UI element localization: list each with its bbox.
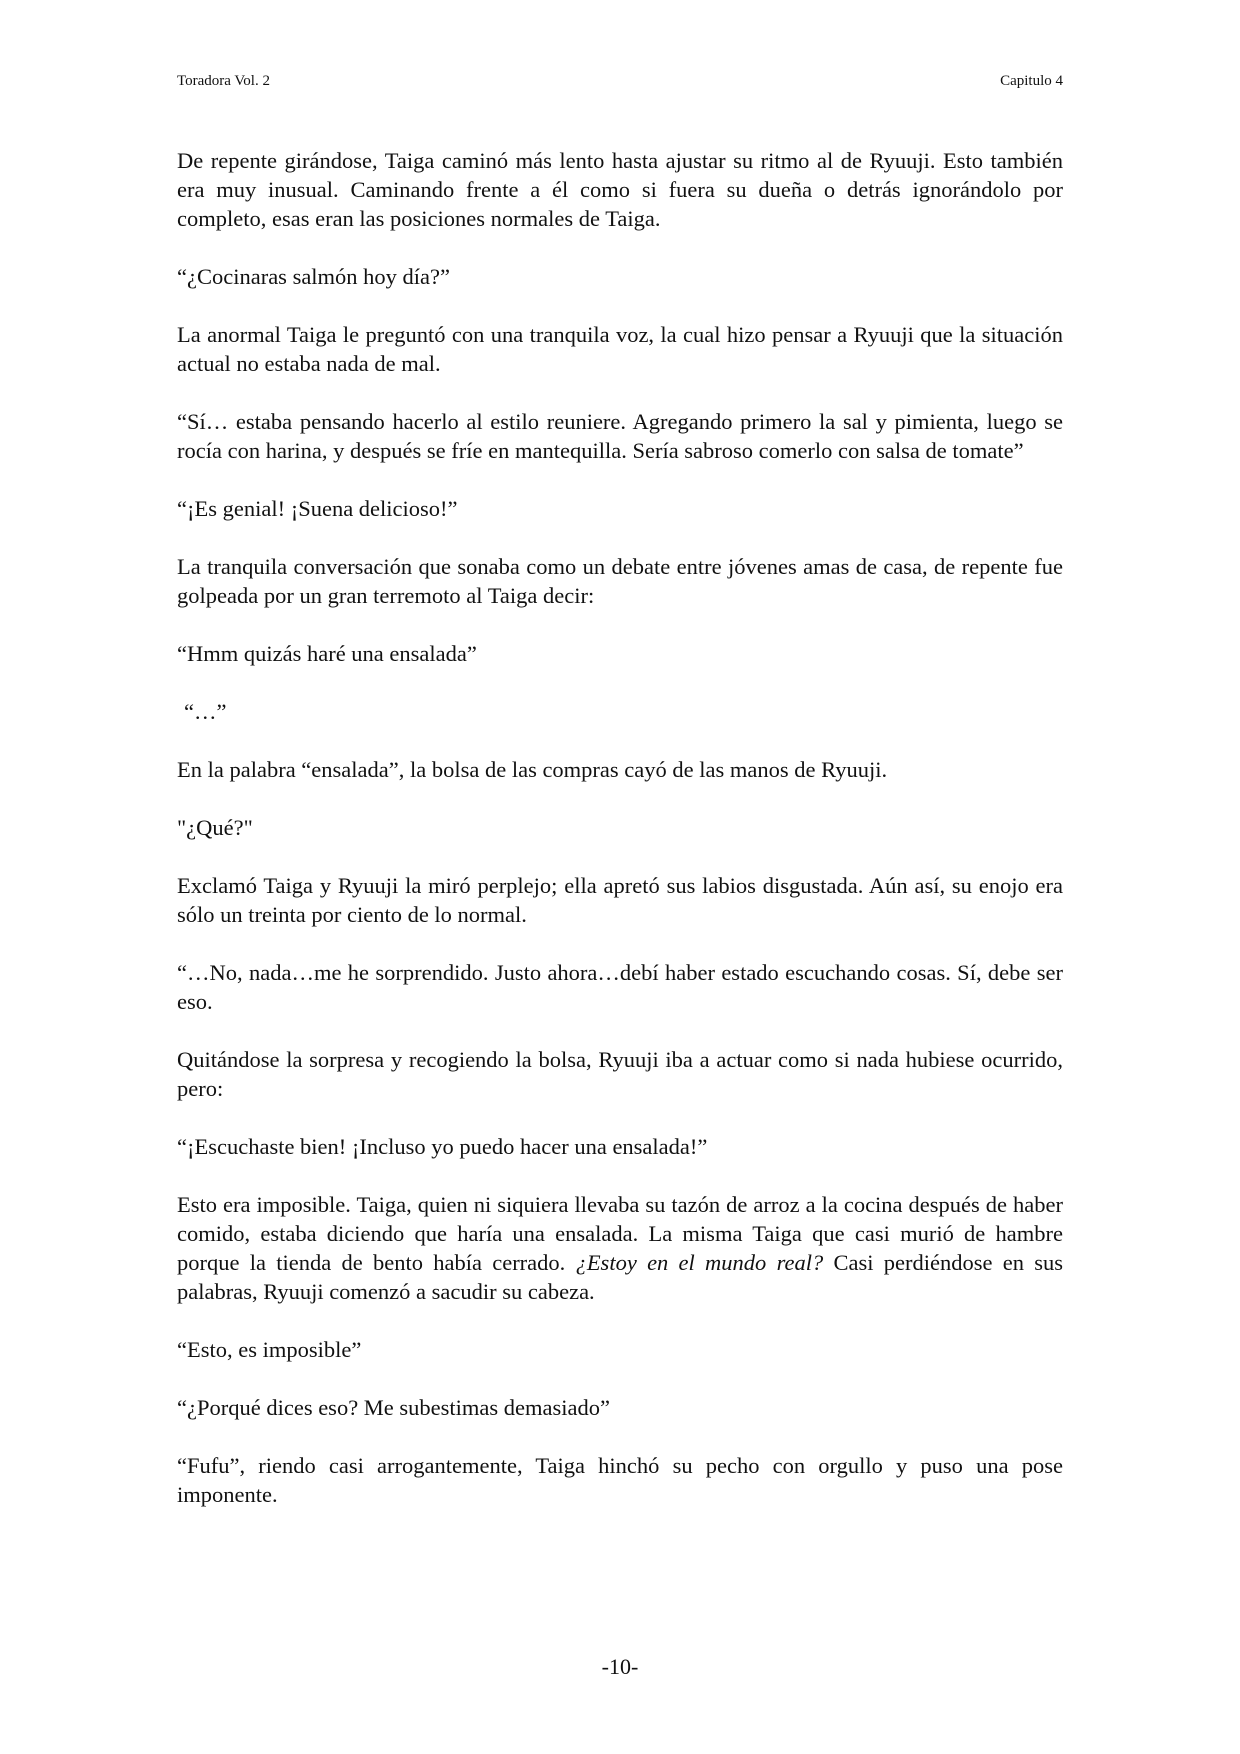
- paragraph: “Fufu”, riendo casi arrogantemente, Taiga hinchó su pecho con orgullo y puso una pose imponente.: [177, 1453, 1063, 1507]
- paragraph: “¡Escuchaste bien! ¡Incluso yo puedo hacer una ensalada!”: [177, 1134, 708, 1159]
- running-header: [177, 72, 1063, 90]
- paragraph: Quitándose la sorpresa y recogiendo la bolsa, Ryuuji iba a actuar como si nada hubiese ocurrido, pero:: [177, 1047, 1063, 1101]
- paragraph: [177, 1190, 1063, 1306]
- header-book-title: Toradora Vol. 2: [177, 73, 270, 89]
- paragraph: “Esto, es imposible”: [177, 1337, 362, 1362]
- paragraph-text: Casi perdiéndose en sus palabras, Ryuuji comenzó a sacudir su cabeza.: [177, 1250, 1063, 1304]
- paragraph: De repente girándose, Taiga caminó más lento hasta ajustar su ritmo al de Ryuuji. Esto también era muy inusual. Caminando frente a él como si fuera su dueña o detrás ignorándolo por completo, esas eran las posiciones normales de Taiga.: [177, 148, 1063, 231]
- paragraph: En la palabra “ensalada”, la bolsa de las compras cayó de las manos de Ryuuji.: [177, 757, 888, 782]
- paragraph: “Sí… estaba pensando hacerlo al estilo reuniere. Agregando primero la sal y pimienta, luego se rocía con harina, y después se fríe en mantequilla. Sería sabroso comerlo con salsa de tomate”: [177, 409, 1063, 463]
- paragraph: “¡Es genial! ¡Suena delicioso!”: [177, 496, 458, 521]
- paragraph: “¿Cocinaras salmón hoy día?”: [177, 264, 451, 289]
- paragraph: La tranquila conversación que sonaba como un debate entre jóvenes amas de casa, de repente fue golpeada por un gran terremoto al Taiga decir:: [177, 554, 1063, 608]
- page-number: -10-: [601, 1654, 639, 1679]
- paragraph-text: Esto era imposible. Taiga, quien ni siquiera llevaba su tazón de arroz a la cocina después de haber comido, estaba diciendo que haría una ensalada. La misma Taiga que casi murió de hambre porque la tienda de bento había cerrado.: [177, 1192, 1063, 1275]
- paragraph: “¿Porqué dices eso? Me subestimas demasiado”: [177, 1395, 610, 1420]
- paragraph: Exclamó Taiga y Ryuuji la miró perplejo; ella apretó sus labios disgustada. Aún así, su enojo era sólo un treinta por ciento de lo normal.: [177, 873, 1063, 927]
- paragraph: “…No, nada…me he sorprendido. Justo ahora…debí haber estado escuchando cosas. Sí, debe ser eso.: [177, 960, 1063, 1014]
- paragraph: “Hmm quizás haré una ensalada”: [177, 641, 477, 666]
- header-chapter: Capitulo 4: [1000, 73, 1063, 89]
- paragraph: La anormal Taiga le preguntó con una tranquila voz, la cual hizo pensar a Ryuuji que la situación actual no estaba nada de mal.: [177, 322, 1063, 376]
- paragraph: "¿Qué?": [177, 815, 253, 840]
- body-text: [177, 146, 1063, 1538]
- paragraph: “…”: [184, 699, 227, 724]
- paragraph-italic-thought: ¿Estoy en el mundo real?: [575, 1250, 824, 1275]
